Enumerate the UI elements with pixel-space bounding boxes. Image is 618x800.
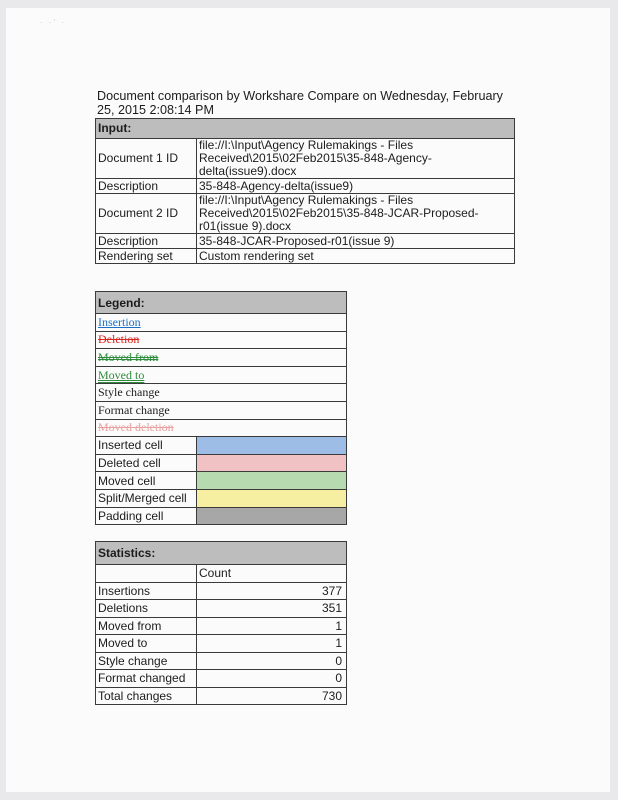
table-row: [96, 582, 347, 600]
table-row: [96, 419, 347, 437]
legend-moved-deletion: Moved deletion: [98, 420, 174, 435]
input-value: Custom rendering set: [197, 249, 515, 264]
legend-deletion: Deletion: [98, 332, 140, 347]
scan-corner-mark: · ·' ·: [40, 18, 66, 27]
input-label: Description: [96, 234, 197, 249]
table-row: [96, 507, 347, 525]
stat-label: Format changed: [96, 670, 197, 688]
table-row: [96, 249, 515, 264]
table-row: [96, 565, 347, 583]
moved-cell-swatch: [197, 472, 347, 490]
stat-count: 377: [197, 582, 347, 600]
stat-label: Insertions: [96, 582, 197, 600]
table-row: [96, 489, 347, 507]
table-row: [96, 454, 347, 472]
input-label: Description: [96, 179, 197, 194]
legend-style-change: Style change: [96, 384, 347, 402]
stat-count: 730: [197, 687, 347, 705]
table-row: [96, 401, 347, 419]
table-row: [96, 179, 515, 194]
stat-label: Style change: [96, 652, 197, 670]
table-row: [96, 600, 347, 618]
legend-moved-from: Moved from: [98, 349, 159, 364]
stat-label: Deletions: [96, 600, 197, 618]
legend-table: [95, 291, 347, 525]
input-label: Document 2 ID: [96, 194, 197, 234]
table-row: [96, 687, 347, 705]
statistics-table: [95, 541, 347, 705]
legend-cell-label: Inserted cell: [96, 437, 197, 455]
legend-cell-label: Moved cell: [96, 472, 197, 490]
table-row: [96, 194, 515, 234]
table-row: [96, 670, 347, 688]
table-row: [96, 617, 347, 635]
input-label: Document 1 ID: [96, 139, 197, 179]
table-row: [96, 331, 347, 349]
stat-label: Moved to: [96, 635, 197, 653]
split-merged-cell-swatch: [197, 489, 347, 507]
statistics-heading: Statistics:: [96, 542, 347, 565]
legend-format-change: Format change: [96, 401, 347, 419]
table-row: [96, 314, 347, 332]
statistics-blank-cell: [96, 565, 197, 583]
legend-insertion: Insertion: [98, 314, 141, 329]
legend-moved-to: Moved to: [98, 367, 145, 382]
inserted-cell-swatch: [197, 437, 347, 455]
table-row: [96, 652, 347, 670]
table-row: [96, 384, 347, 402]
comparison-title: Document comparison by Workshare Compare on Wednesday, February 25, 2015 2:08:14 PM: [97, 89, 503, 117]
input-table: [95, 118, 515, 264]
stat-count: 0: [197, 652, 347, 670]
stat-count: 0: [197, 670, 347, 688]
input-value: 35-848-Agency-delta(issue9): [197, 179, 515, 194]
input-value: file://I:\Input\Agency Rulemakings - Files Received\2015\02Feb2015\35-848-Agency-delta(issue9).docx: [197, 139, 515, 179]
table-row: [96, 635, 347, 653]
input-value: file://I:\Input\Agency Rulemakings - Files Received\2015\02Feb2015\35-848-JCAR-Proposed-r01(issue 9).docx: [197, 194, 515, 234]
legend-cell-label: Padding cell: [96, 507, 197, 525]
count-column-header: Count: [197, 565, 347, 583]
stat-count: 1: [197, 635, 347, 653]
legend-cell-label: Split/Merged cell: [96, 489, 197, 507]
table-row: [96, 366, 347, 384]
padding-cell-swatch: [197, 507, 347, 525]
table-row: [96, 234, 515, 249]
table-row: [96, 472, 347, 490]
stat-count: 1: [197, 617, 347, 635]
legend-cell-label: Deleted cell: [96, 454, 197, 472]
stat-count: 351: [197, 600, 347, 618]
stat-label: Moved from: [96, 617, 197, 635]
deleted-cell-swatch: [197, 454, 347, 472]
document-page: [6, 8, 610, 792]
stat-label: Total changes: [96, 687, 197, 705]
table-row: [96, 349, 347, 367]
input-label: Rendering set: [96, 249, 197, 264]
input-value: 35-848-JCAR-Proposed-r01(issue 9): [197, 234, 515, 249]
legend-heading: Legend:: [96, 292, 347, 314]
table-row: [96, 437, 347, 455]
input-heading: Input:: [96, 119, 515, 139]
table-row: [96, 139, 515, 179]
